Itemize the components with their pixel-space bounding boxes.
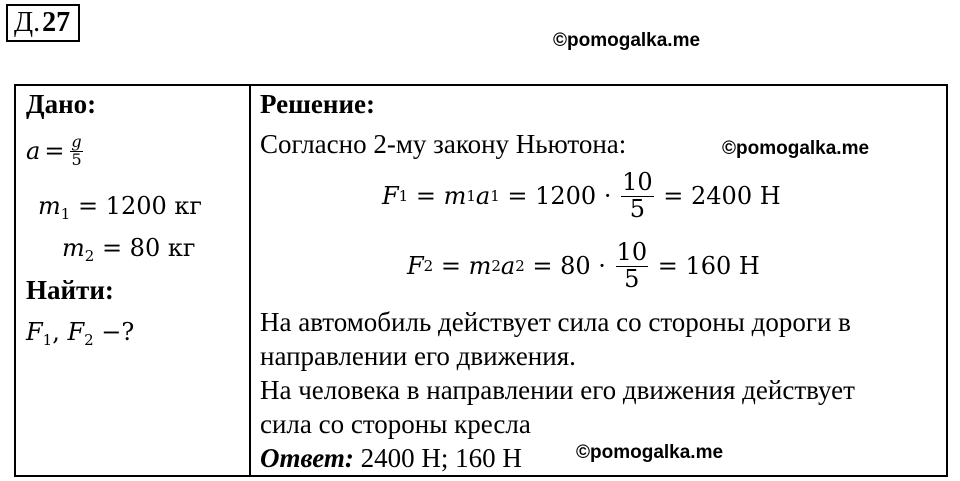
given-a <box>26 126 85 176</box>
find-values: $F_1$, $F_2$ −? <box>26 318 135 349</box>
paragraph-car-line-1: На автомобиль действует сила со стороны дороги в <box>260 307 851 337</box>
watermark-top: ©pomogalka.me <box>553 30 701 51</box>
a-denominator: 5 <box>71 149 82 169</box>
paragraph-person-line-2: сила со стороны кресла <box>260 409 531 439</box>
a-equals: = <box>44 137 65 165</box>
given-heading: Дано: <box>26 89 97 119</box>
solution-table <box>14 84 948 477</box>
find-heading: Найти: <box>26 275 114 305</box>
solution-heading: Решение: <box>260 89 375 119</box>
task-prefix: Д. <box>14 7 41 38</box>
solution-intro: Согласно 2-му закону Ньютона: <box>260 129 627 159</box>
paragraph-car-line-2: направлении его движения. <box>260 341 576 371</box>
a-variable: a <box>26 137 41 165</box>
column-divider <box>249 86 251 475</box>
paragraph-person-line-1: На человека в направлении его движения действует <box>260 375 855 405</box>
a-fraction <box>70 131 82 169</box>
equation-f1: F 1 = m 1 a 1 = 1200 · $\frac{10}{5}$ = 2400 Н <box>382 168 781 223</box>
task-number-box <box>6 4 80 42</box>
watermark-middle: ©pomogalka.me <box>722 138 870 159</box>
fraction-10-5: $\frac{10}{5}$ <box>616 238 648 293</box>
task-number: 27 <box>42 7 71 38</box>
watermark-bottom: ©pomogalka.me <box>576 442 724 463</box>
given-m2: $m_2 = 80$ кг <box>62 234 196 265</box>
given-m1: $m_1 = 1200$ кг <box>38 192 202 223</box>
answer-label: Ответ: <box>260 443 354 473</box>
a-numerator: g <box>71 131 82 151</box>
fraction-10-5: $\frac{10}{5}$ <box>622 168 653 223</box>
answer-line <box>260 442 522 474</box>
equation-f2: F 2 = m 2 a 2 = 80 · $\frac{10}{5}$ = 160 Н <box>407 238 760 293</box>
answer-value: 2400 Н; 160 Н <box>353 443 522 473</box>
